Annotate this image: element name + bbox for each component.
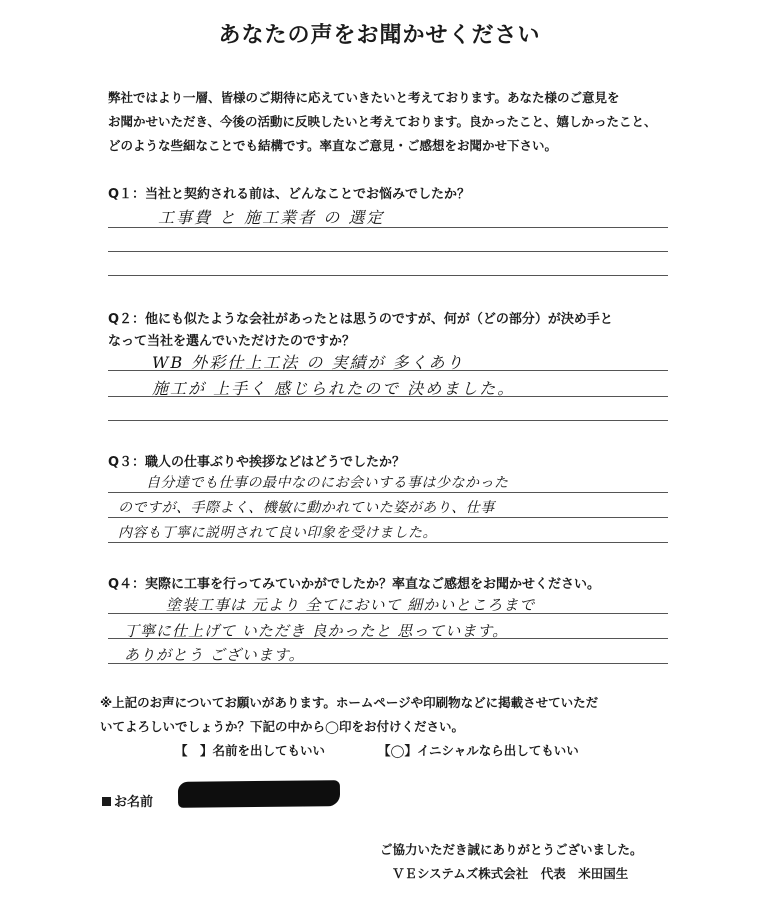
intro-line-1: 弊社ではより一層、皆様のご期待に応えていきたいと考えております。あなた様のご意見を — [108, 90, 620, 105]
q2-rule-1 — [108, 370, 668, 371]
q1-rule-1 — [108, 227, 668, 228]
q2-answer-line-1: WB 外彩仕上工法 の 実績が 多くあり — [152, 353, 465, 372]
q3-answer-line-3: 内容も丁寧に説明されて良い印象を受けました。 — [118, 525, 437, 541]
option-full-name: 【 】名前を出してもいい — [175, 743, 326, 758]
page-title: あなたの声をお聞かせください — [218, 23, 541, 48]
q4-answer-line-2: 丁寧に仕上げて いただき 良かったと 思っています。 — [124, 622, 509, 640]
company-signature: ＶＥシステムズ株式会社 代表 米田国生 — [392, 866, 629, 881]
intro-line-3: どのような些細なことでも結構です。率直なご意見・ご感想をお聞かせ下さい。 — [108, 138, 558, 153]
q4-answer-line-3: ありがとう ございます。 — [124, 646, 305, 664]
q3-rule-3 — [108, 542, 668, 543]
intro-line-2: お聞かせいただき、今後の活動に反映したいと考えております。良かったこと、嬉しかったこと、 — [108, 114, 657, 129]
q4-rule-3 — [108, 663, 668, 664]
q1-rule-2 — [108, 251, 668, 252]
q2-answer-line-2: 施工が 上手く 感じられたので 決めました。 — [152, 379, 516, 398]
q3-question: Q３：職人の仕事ぶりや挨拶などはどうでしたか？ — [108, 455, 406, 470]
redacted-name — [178, 780, 340, 808]
q1-rule-3 — [108, 275, 668, 276]
q3-rule-2 — [108, 517, 668, 518]
name-label — [102, 791, 153, 810]
q4-question: Q４：実際に工事を行ってみていかがでしたか？率直なご感想をお聞かせください。 — [108, 577, 601, 592]
q1-answer-line-1: 工事費 と 施工業者 の 選定 — [158, 208, 385, 227]
q4-answer-line-1: 塗装工事は 元より 全てにおいて 細かいところまで — [166, 596, 536, 614]
thanks-text: ご協力いただき誠にありがとうございました。 — [380, 842, 643, 857]
q4-rule-2 — [108, 638, 668, 639]
q3-answer-line-2: のですが、手際よく、機敏に動かれていた姿があり、仕事 — [118, 500, 495, 516]
q3-rule-1 — [108, 492, 668, 493]
permission-line-1: ※上記のお声についてお願いがあります。ホームページや印刷物などに掲載させていただ — [100, 695, 599, 710]
q2-rule-2 — [108, 396, 668, 397]
q2-question-line-1: Q２：他にも似たような会社があったとは思うのですが、何が（どの部分）が決め手と — [108, 312, 613, 327]
option-initials: 【◯】イニシャルなら出してもいい — [378, 743, 579, 758]
square-bullet-icon — [102, 797, 111, 806]
q1-question: Q１：当社と契約される前は、どんなことでお悩みでしたか？ — [108, 187, 471, 202]
q3-answer-line-1: 自分達でも仕事の最中なのにお会いする事は少なかった — [146, 475, 509, 491]
q4-rule-1 — [108, 613, 668, 614]
permission-line-2: いてよろしいでしょうか？下記の中から◯印をお付けください。 — [100, 719, 464, 734]
q2-rule-3 — [108, 420, 668, 421]
q2-question-line-2: なって当社を選んでいただけたのですか？ — [108, 334, 356, 349]
name-label-text: お名前 — [114, 795, 154, 810]
